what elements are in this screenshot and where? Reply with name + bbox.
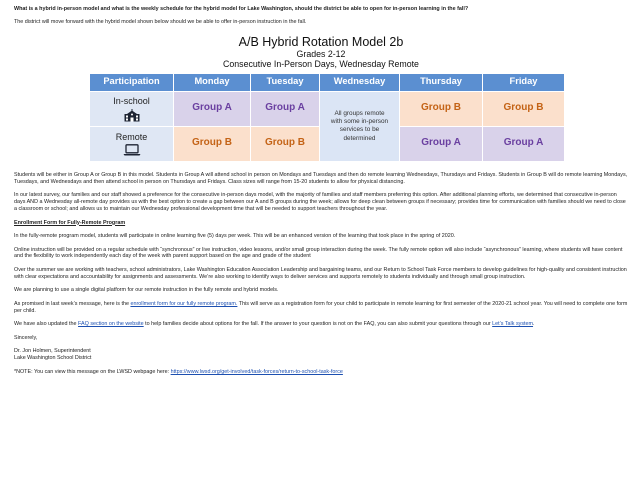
model-subtitle: Consecutive In-Person Days, Wednesday Remote <box>223 58 419 69</box>
paragraph-summer: Over the summer we are working with teachers, school administrators, Lake Washington Education Association Leadership and bargaining teams, and our Return to School Task Force members to develop guidelines for high-quality and consistent instruction with clear expectations and accountability for assignments and assessments. We’re also working to identify ways to deliver services and supports remotely to students individually and through small group instruction. <box>14 266 627 280</box>
p8-text-a: We have also updated the <box>14 321 79 328</box>
lets-talk-link[interactable]: Let’s Talk system <box>492 321 534 328</box>
enrollment-form-link[interactable]: enrollment form for our fully remote program. <box>130 300 238 307</box>
paragraph-groups: Students will be either in Group A or Group B in this model. Students in Group A will attend school in person on Mondays and Tuesdays and then do remote learning Wednesdays, Thursdays and Fridays. Students in Group B will do remote learning Mondays, Tuesdays, and Wednesdays and then attend school in person on Thursdays and Fridays. Class sizes will range from 15-20 students to allow for physical distancing. <box>14 171 628 185</box>
lwsd-webpage-link[interactable]: https://www.lwsd.org/get-involved/task-forces/return-to-school-task-force <box>170 369 343 376</box>
schedule-table <box>89 73 565 162</box>
cell-in-school-tuesday: Group A <box>251 91 320 126</box>
paragraph-survey: In our latest survey, our families and our staff showed a preference for the consecutive in-person days model, with the majority of families and staff members preferring this option. After additional planning efforts, we determined that consecutive in-person days AND a Wednesday all-remote day provides us with the best option to create a gap between our A and B groups during the week; allows for deep clean between groups if necessary; provides time for communication with families should we need to close a classroom or school; and allows us to maintain our Wednesday professional development time that will be needed to support teachers throughout the year. <box>14 192 626 213</box>
paragraph-online-instruction: Online instruction will be provided on a regular schedule with “synchronous” or live instruction, video lessons, and/or small group interaction during the week. The fully remote option will also include “asynchronous” learning, where students will have content and the flexibility to work independently each day of the week with parent support based on the age and grade of the student <box>14 246 623 260</box>
header-monday: Monday <box>174 73 251 91</box>
p7-text-a: As promised in last week’s message, here is the <box>14 300 131 307</box>
header-tuesday: Tuesday <box>251 73 320 91</box>
cell-wednesday: All groups remote with some in-person services to be determined <box>320 91 400 161</box>
signature-block <box>14 348 628 362</box>
header-wednesday: Wednesday <box>320 73 400 91</box>
note-label: *NOTE: You can view this message on the LWSD webpage here: <box>14 369 171 376</box>
p8-text-b: to help families decide about options for the fall. If the answer to your question is not on the FAQ, you can also submit your questions through our <box>143 321 493 328</box>
cell-remote-tuesday: Group B <box>251 126 320 161</box>
sincerely-text: Sincerely, <box>14 334 38 341</box>
header-thursday: Thursday <box>400 73 483 91</box>
header-friday: Friday <box>483 73 565 91</box>
signature-name: Dr. Jon Holmen, Superintendent <box>14 348 91 355</box>
paragraph-remote-model: In the fully-remote program model, students will participate in online learning five (5) days per week. This will be an enhanced version of the learning that took place in the spring of 2020. <box>14 233 456 240</box>
intro-text: The district will move forward with the hybrid model shown below should we be able to offer in-person instruction in the fall. <box>14 18 307 25</box>
header-participation: Participation <box>90 73 174 91</box>
in-school-label: In-school <box>113 96 150 107</box>
schedule-row-in-school <box>90 91 565 126</box>
paragraph-enrollment-form <box>14 301 628 315</box>
cell-in-school-monday: Group A <box>174 91 251 126</box>
school-building-icon <box>124 109 140 122</box>
paragraph-faq <box>14 321 628 328</box>
enrollment-heading: Enrollment Form for Fully-Remote Program <box>14 219 126 226</box>
p8-text-c: . <box>533 321 535 328</box>
row-label-remote <box>90 126 174 161</box>
row-label-in-school <box>90 91 174 126</box>
body-text <box>14 172 628 376</box>
p7-text-b: This will serve as a registration form for your child to participate in remote learning for first semester of the 2020-21 school year. You will need to complete one form per child. <box>14 300 628 314</box>
schedule-header-row <box>90 73 565 91</box>
model-grades: Grades 2-12 <box>296 48 346 59</box>
note-text <box>14 369 628 376</box>
cell-remote-monday: Group B <box>174 126 251 161</box>
model-title: A/B Hybrid Rotation Model 2b <box>238 34 404 49</box>
document-page <box>14 6 628 383</box>
remote-label: Remote <box>115 131 148 142</box>
model-title-block <box>14 35 628 69</box>
cell-remote-friday: Group A <box>483 126 565 161</box>
question-heading: What is a hybrid in-person model and what is the weekly schedule for the hybrid model for Lake Washington, should the district be able to open for in-person learning in the fall? <box>14 6 469 12</box>
cell-remote-thursday: Group A <box>400 126 483 161</box>
faq-link[interactable]: FAQ section on the website <box>78 321 144 328</box>
cell-in-school-friday: Group B <box>483 91 565 126</box>
signature-org: Lake Washington School District <box>14 355 92 362</box>
paragraph-platform: We are planning to use a single digital platform for our remote instruction in the fully remote and hybrid models. <box>14 287 279 294</box>
laptop-icon <box>123 144 141 156</box>
cell-in-school-thursday: Group B <box>400 91 483 126</box>
